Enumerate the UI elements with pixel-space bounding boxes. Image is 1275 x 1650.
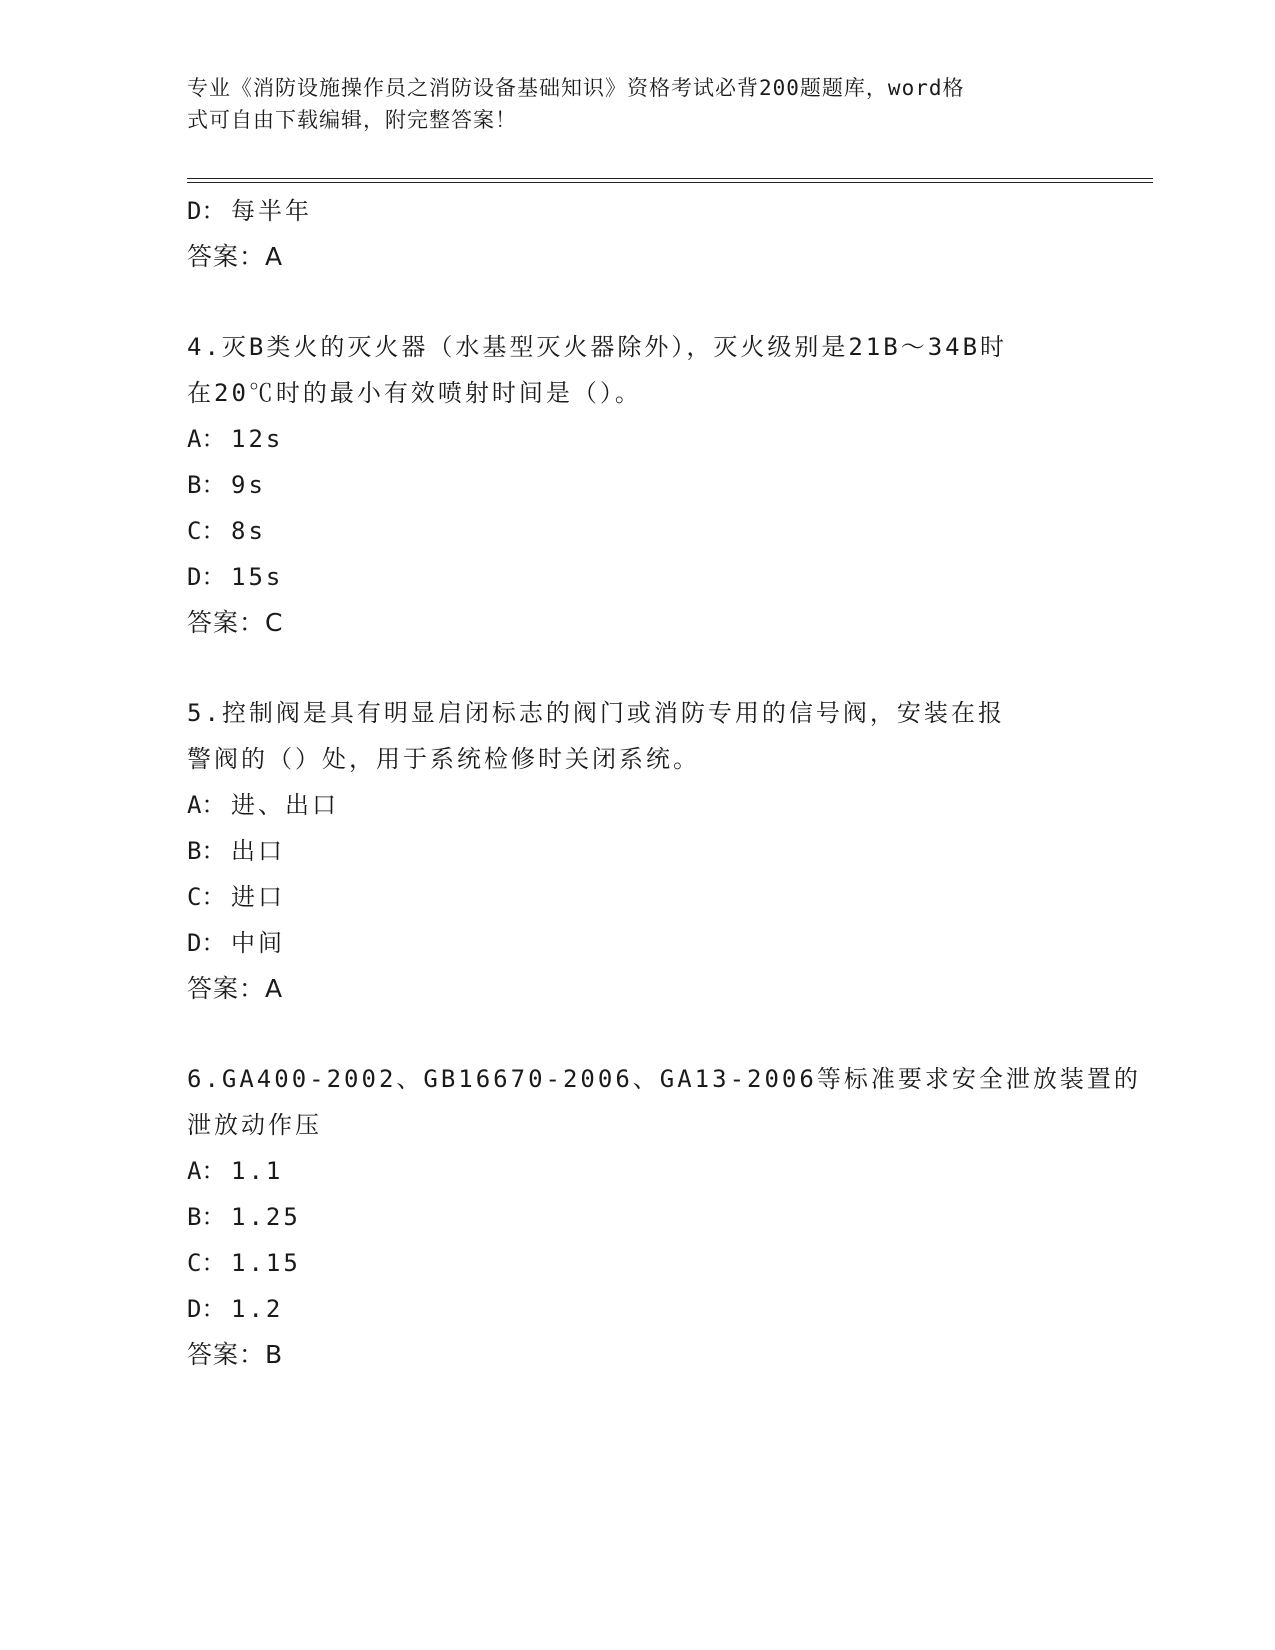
option-label: A：	[187, 791, 226, 819]
question-list	[187, 188, 1141, 1378]
option-label: C：	[187, 517, 226, 545]
option-text: 1.15	[231, 1249, 301, 1277]
option-label: D：	[187, 1295, 226, 1323]
option-label: C：	[187, 883, 226, 911]
option-text: 15s	[231, 563, 284, 591]
option-text: 出口	[231, 837, 285, 865]
option-d	[187, 920, 1087, 966]
header-line-2: 式可自由下载编辑，附完整答案！	[187, 108, 517, 132]
option-a	[187, 1148, 1087, 1194]
option-d	[187, 188, 1087, 234]
option-a	[187, 416, 1087, 462]
answer-line: 答案：A	[187, 242, 284, 271]
header-divider	[187, 178, 1153, 183]
option-label: D：	[187, 197, 226, 225]
question-text-line: 泄放动作压	[187, 1111, 322, 1139]
option-label: B：	[187, 837, 226, 865]
option-label: B：	[187, 1203, 226, 1231]
option-a	[187, 782, 1087, 828]
option-label: D：	[187, 929, 226, 957]
option-text: 1.1	[231, 1157, 284, 1185]
option-label: D：	[187, 563, 226, 591]
document-header	[187, 72, 1077, 136]
question-block	[187, 690, 1087, 1012]
header-line-1: 专业《消防设施操作员之消防设备基础知识》资格考试必背200题题库，word格	[187, 76, 965, 100]
question-text-line: 6.GA400-2002、GB16670-2006、GA13-2006等标准要求安全泄放装置的	[187, 1065, 1141, 1093]
option-label: A：	[187, 425, 226, 453]
question-text-line: 5.控制阀是具有明显启闭标志的阀门或消防专用的信号阀，安装在报	[187, 699, 1005, 727]
answer-line: 答案：B	[187, 1340, 284, 1369]
option-text: 12s	[231, 425, 284, 453]
option-c	[187, 874, 1087, 920]
question-block	[187, 324, 1087, 646]
option-c	[187, 508, 1087, 554]
question-block	[187, 1056, 1141, 1378]
answer-line: 答案：C	[187, 608, 284, 637]
option-b	[187, 1194, 1087, 1240]
option-text: 9s	[231, 471, 266, 499]
option-b	[187, 828, 1087, 874]
question-text-line: 警阀的（）处，用于系统检修时关闭系统。	[187, 745, 700, 773]
option-label: A：	[187, 1157, 226, 1185]
option-text: 1.25	[231, 1203, 301, 1231]
option-d	[187, 554, 1087, 600]
answer-line: 答案：A	[187, 974, 284, 1003]
option-text: 进、出口	[231, 791, 339, 819]
option-c	[187, 1240, 1087, 1286]
question-text-line: 在20℃时的最小有效喷射时间是（）。	[187, 379, 642, 407]
option-text: 每半年	[231, 197, 312, 225]
option-text: 1.2	[231, 1295, 284, 1323]
option-text: 中间	[231, 929, 285, 957]
option-label: B：	[187, 471, 226, 499]
option-label: C：	[187, 1249, 226, 1277]
option-text: 进口	[231, 883, 285, 911]
option-text: 8s	[231, 517, 266, 545]
question-text-line: 4.灭B类火的灭火器（水基型灭火器除外），灭火级别是21B～34B时	[187, 333, 1008, 361]
option-d	[187, 1286, 1087, 1332]
option-b	[187, 462, 1087, 508]
